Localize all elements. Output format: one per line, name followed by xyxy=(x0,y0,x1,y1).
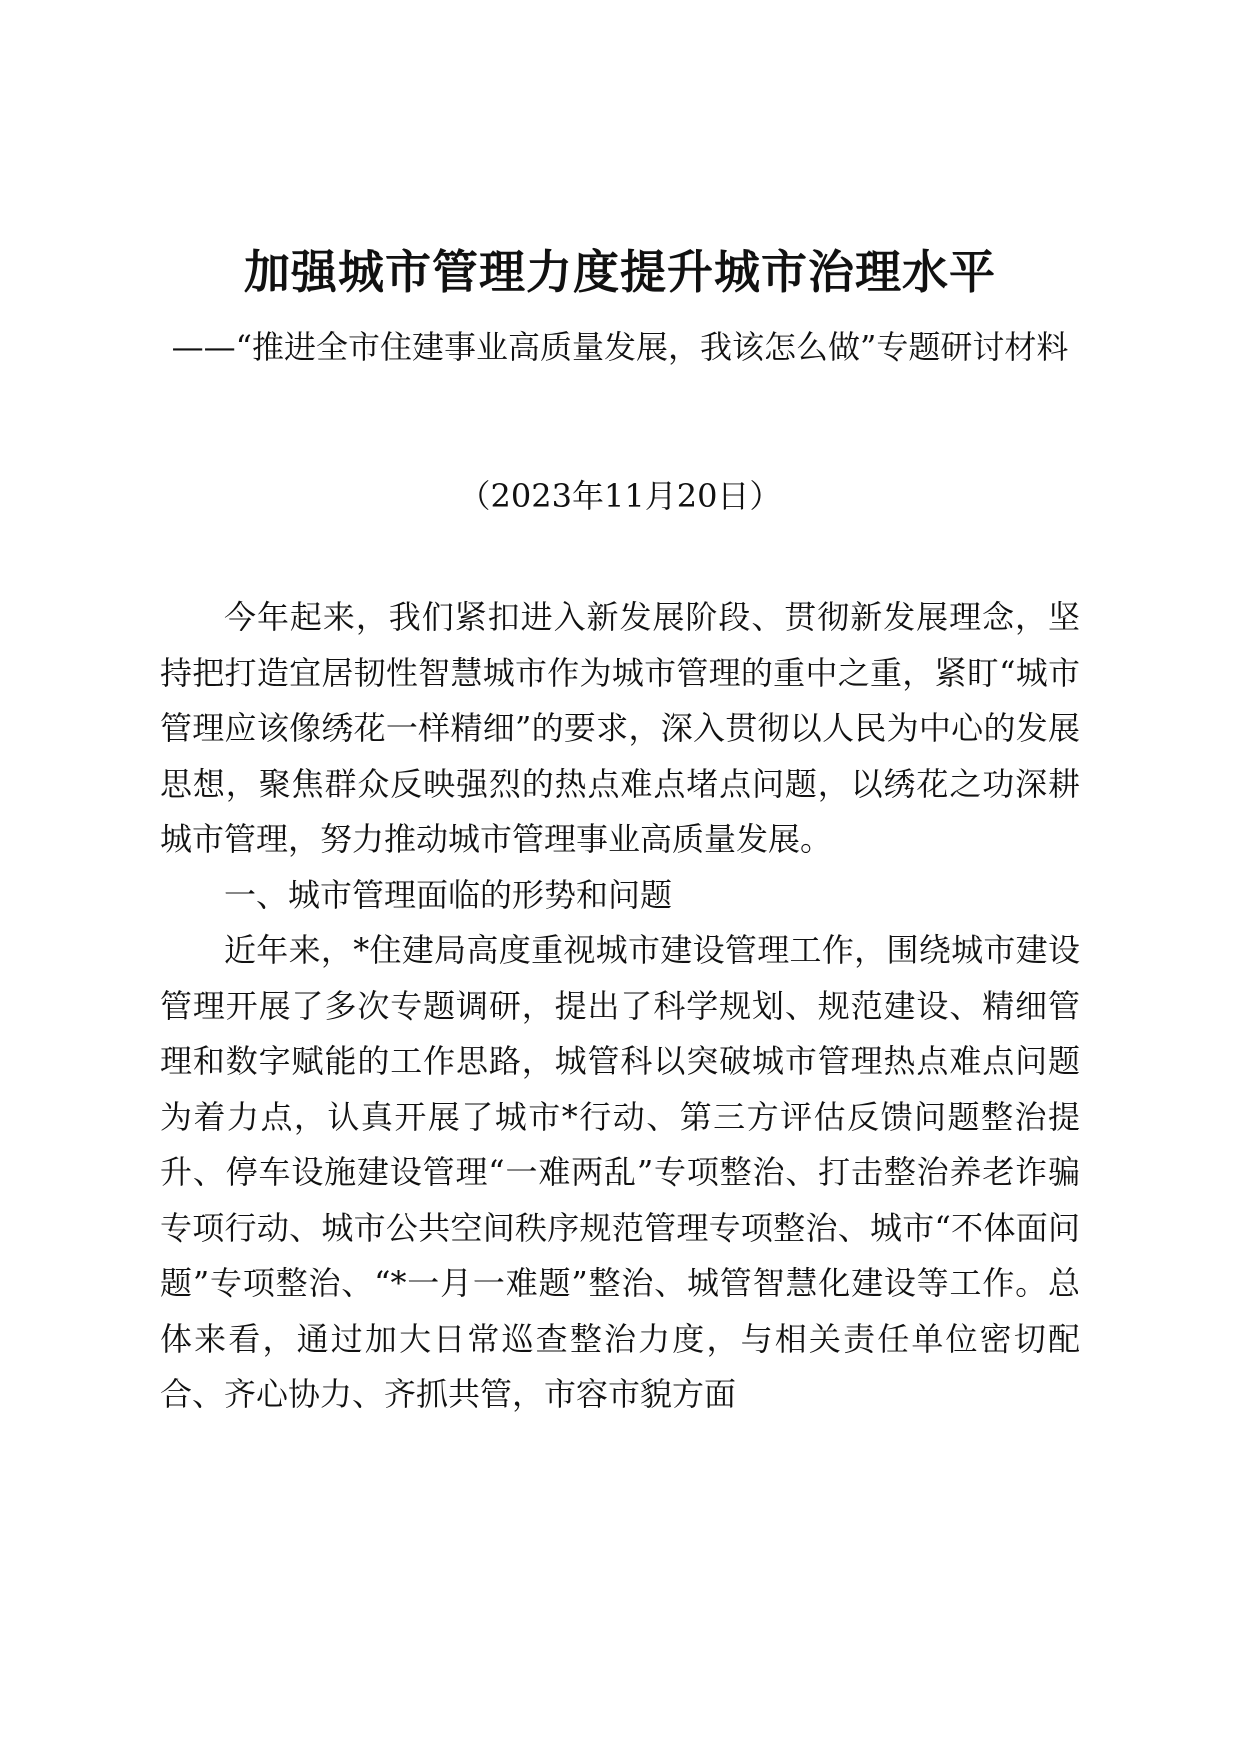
document-body xyxy=(160,590,1080,1423)
document-subtitle: ——“推进全市住建事业高质量发展，我该怎么做”专题研讨材料 xyxy=(171,328,1069,366)
section-paragraph: 近年来，*住建局高度重视城市建设管理工作，围绕城市建设管理开展了多次专题调研，提出了科学规划、规范建设、精细管理和数字赋能的工作思路，城管科以突破城市管理热点难点问题为着力点，认真开展了城市*行动、第三方评估反馈问题整治提升、停车设施建设管理“一难两乱”专项整治、打击整治养老诈骗专项行动、城市公共空间秩序规范管理专项整治、城市“不体面问题”专项整治、“*一月一难题”整治、城管智慧化建设等工作。总体来看，通过加大日常巡查整治力度，与相关责任单位密切配合、齐心协力、齐抓共管，市容市貌方面 xyxy=(160,931,1080,1413)
section-heading: 一、城市管理面临的形势和问题 xyxy=(224,875,673,914)
intro-paragraph: 今年起来，我们紧扣进入新发展阶段、贯彻新发展理念，坚持把打造宜居韧性智慧城市作为城市管理的重中之重，紧盯“城市管理应该像绣花一样精细”的要求，深入贯彻以人民为中心的发展思想，聚焦群众反映强烈的热点难点堵点问题，以绣花之功深耕城市管理，努力推动城市管理事业高质量发展。 xyxy=(160,598,1080,858)
document-title: 加强城市管理力度提升城市治理水平 xyxy=(244,245,996,299)
document-date: （2023年11月20日） xyxy=(458,477,782,515)
